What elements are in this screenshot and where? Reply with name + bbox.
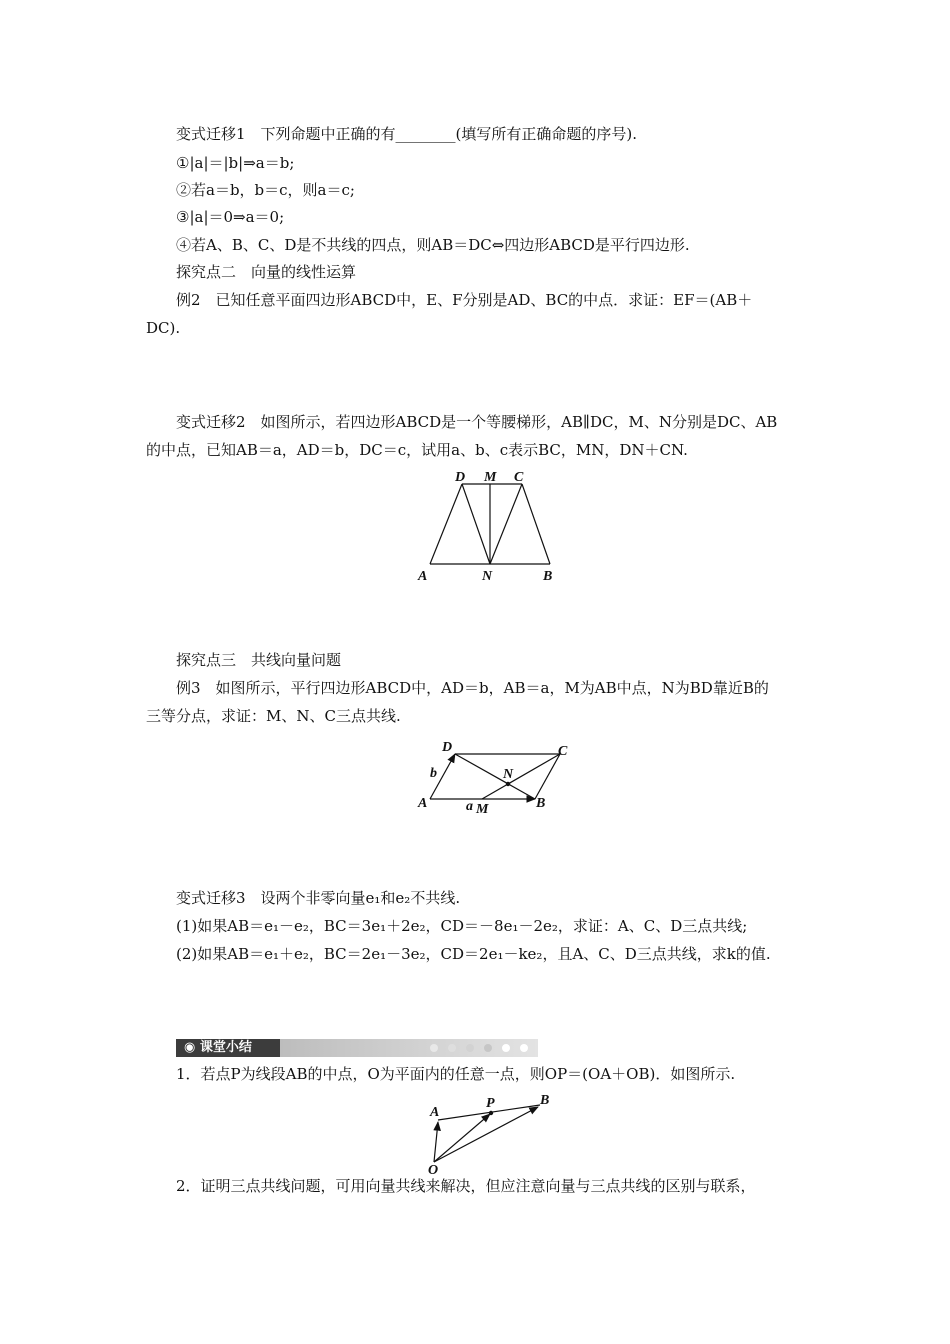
banner-dot-icon xyxy=(430,1044,438,1052)
para-label-c: C xyxy=(558,744,568,759)
trap-label-a: A xyxy=(418,569,428,584)
variant1-item-2: ②若a＝b，b＝c，则a＝c; xyxy=(176,181,355,199)
example3-line2: 三等分点，求证：M、N、C三点共线. xyxy=(146,707,401,725)
banner-dot-icon xyxy=(466,1044,474,1052)
parallelogram-figure xyxy=(410,736,580,821)
para-label-b-vec: b xyxy=(430,766,437,781)
variant2-line1: 变式迁移2 如图所示，若四边形ABCD是一个等腰梯形，AB∥DC，M、N分别是DC、AB xyxy=(176,413,778,431)
mid-label-b: B xyxy=(540,1093,550,1108)
para-label-d: D xyxy=(442,740,453,755)
para-label-a: A xyxy=(418,796,428,811)
summary-item2: 2．证明三点共线问题，可用向量共线来解决，但应注意向量与三点共线的区别与联系， xyxy=(176,1177,756,1195)
example2-line2: DC). xyxy=(146,319,181,337)
midpoint-figure xyxy=(420,1090,570,1175)
summary-banner-bar xyxy=(280,1039,538,1057)
variant1-item-1: ①|a|＝|b|⇒a＝b; xyxy=(176,154,295,172)
example3-line1: 例3 如图所示，平行四边形ABCD中，AD＝b，AB＝a，M为AB中点，N为BD靠近B的 xyxy=(176,679,769,697)
variant3-title: 变式迁移3 设两个非零向量e₁和e₂不共线. xyxy=(176,889,461,907)
variant1-item-3: ③|a|＝0⇒a＝0; xyxy=(176,208,285,226)
trap-label-n: N xyxy=(482,569,493,584)
trapezoid-figure xyxy=(410,468,560,588)
trap-label-d: D xyxy=(455,470,466,485)
summary-banner xyxy=(176,1039,538,1057)
para-label-a-vec: a xyxy=(466,799,473,814)
mid-label-p: P xyxy=(486,1096,495,1111)
trap-label-m: M xyxy=(484,470,497,485)
banner-dot-icon xyxy=(502,1044,510,1052)
variant3-part1: (1)如果AB＝e₁－e₂，BC＝3e₁＋2e₂，CD＝－8e₁－2e₂，求证：A、C、D三点共线; xyxy=(176,917,748,935)
banner-dot-icon xyxy=(448,1044,456,1052)
example2-line1: 例2 已知任意平面四边形ABCD中，E、F分别是AD、BC的中点．求证：EF＝(AB＋ xyxy=(176,291,753,309)
mid-label-a: A xyxy=(430,1105,440,1120)
para-label-b: B xyxy=(536,796,546,811)
trap-label-c: C xyxy=(514,470,524,485)
variant1-item-4: ④若A、B、C、D是不共线的四点，则AB＝DC⇔四边形ABCD是平行四边形. xyxy=(176,236,690,254)
banner-dot-icon xyxy=(520,1044,528,1052)
variant1-title: 变式迁移1 下列命题中正确的有________(填写所有正确命题的序号). xyxy=(176,125,638,143)
para-label-m: M xyxy=(476,802,489,817)
section2-heading: 探究点二 向量的线性运算 xyxy=(176,263,357,281)
summary-banner-title: ◉ 课堂小结 xyxy=(176,1039,280,1057)
summary-item1: 1．若点P为线段AB的中点，O为平面内的任意一点，则OP＝(OA＋OB)．如图所示. xyxy=(176,1065,736,1083)
variant3-part2: (2)如果AB＝e₁＋e₂，BC＝2e₁－3e₂，CD＝2e₁－ke₂，且A、C、D三点共线，求k的值. xyxy=(176,945,771,963)
variant2-line2: 的中点，已知AB＝a，AD＝b，DC＝c，试用a、b、c表示BC，MN，DN＋CN. xyxy=(146,441,688,459)
section3-heading: 探究点三 共线向量问题 xyxy=(176,651,342,669)
mid-label-o: O xyxy=(428,1163,439,1175)
trap-label-b: B xyxy=(543,569,553,584)
banner-dot-icon xyxy=(484,1044,492,1052)
para-label-n: N xyxy=(503,767,514,782)
